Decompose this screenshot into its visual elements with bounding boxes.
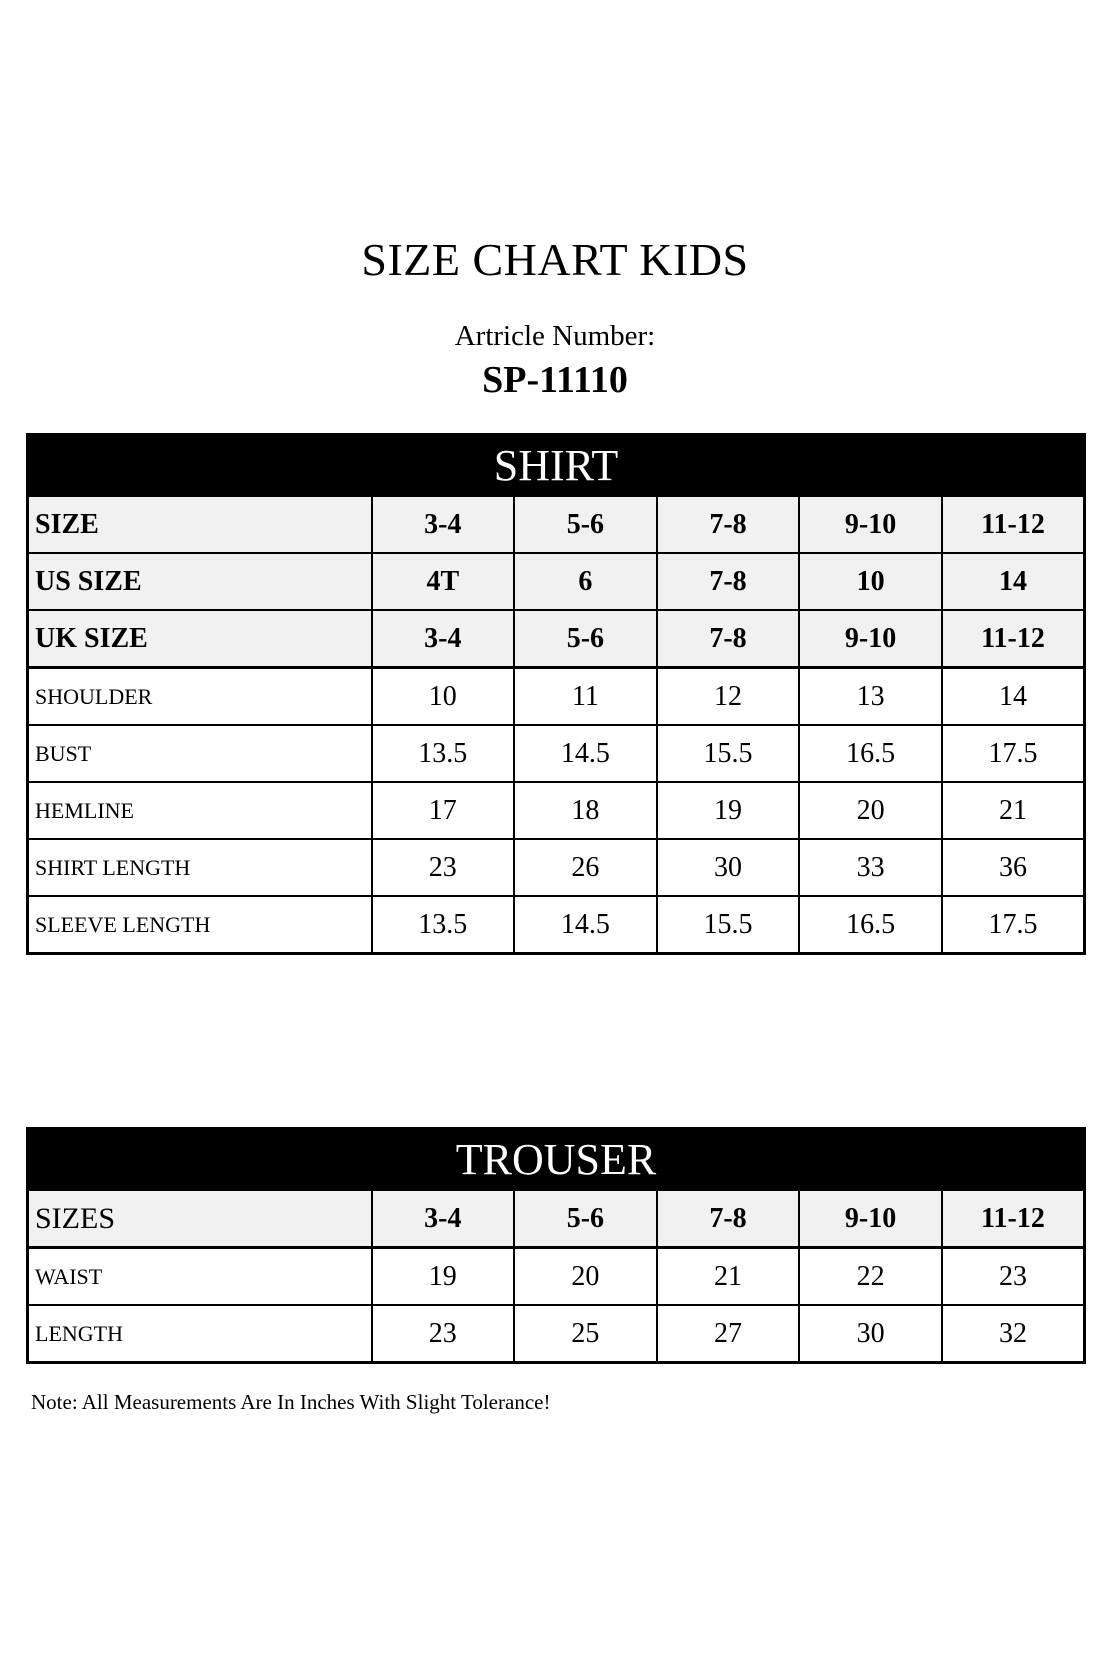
measurement-note: Note: All Measurements Are In Inches With Slight Tolerance! [31,1390,551,1414]
table-cell: 7-8 [657,553,800,610]
table-cell: 14 [942,668,1085,726]
shirt-length-row [28,839,1085,896]
table-cell: 25 [514,1305,657,1363]
page-title: SIZE CHART KIDS [361,234,749,285]
table-cell: 18 [514,782,657,839]
table-cell: 17 [372,782,515,839]
table-cell: 27 [657,1305,800,1363]
table-cell: 7-8 [657,610,800,668]
table-cell: 21 [657,1248,800,1306]
table-cell: 19 [657,782,800,839]
table-cell: 30 [799,1305,942,1363]
table-cell: 11-12 [942,610,1085,668]
row-label: UK SIZE [28,610,372,668]
table-cell: 32 [942,1305,1085,1363]
table-cell: 4T [372,553,515,610]
table-cell: 17.5 [942,725,1085,782]
shirt-section-header: SHIRT [28,435,1085,496]
trouser-size-table [26,1127,1086,1364]
table-cell: 16.5 [799,725,942,782]
table-cell: 11-12 [942,496,1085,554]
table-cell: 5-6 [514,1190,657,1248]
table-cell: 13 [799,668,942,726]
trouser-section-header: TROUSER [28,1129,1085,1190]
table-cell: 14 [942,553,1085,610]
table-cell: 23 [372,1305,515,1363]
table-cell: 3-4 [372,496,515,554]
table-cell: 16.5 [799,896,942,954]
table-cell: 23 [372,839,515,896]
shirt-us-size-row [28,553,1085,610]
table-cell: 30 [657,839,800,896]
table-cell: 7-8 [657,1190,800,1248]
table-cell: 23 [942,1248,1085,1306]
table-cell: 36 [942,839,1085,896]
table-cell: 9-10 [799,496,942,554]
table-cell: 7-8 [657,496,800,554]
trouser-length-row [28,1305,1085,1363]
table-cell: 13.5 [372,725,515,782]
trouser-table-body [28,1190,1085,1363]
row-label: SHIRT LENGTH [28,839,372,896]
shirt-sleeve-length-row [28,896,1085,954]
table-cell: 20 [799,782,942,839]
table-cell: 5-6 [514,496,657,554]
row-label: SIZES [28,1190,372,1248]
shirt-shoulder-row [28,668,1085,726]
table-cell: 17.5 [942,896,1085,954]
shirt-table-body [28,496,1085,954]
article-number-value: SP-11110 [482,359,628,401]
row-label: SHOULDER [28,668,372,726]
table-cell: 9-10 [799,1190,942,1248]
table-cell: 3-4 [372,1190,515,1248]
table-cell: 15.5 [657,896,800,954]
row-label: SLEEVE LENGTH [28,896,372,954]
table-cell: 13.5 [372,896,515,954]
table-cell: 21 [942,782,1085,839]
table-cell: 20 [514,1248,657,1306]
table-cell: 11-12 [942,1190,1085,1248]
shirt-size-table [26,433,1086,955]
table-cell: 19 [372,1248,515,1306]
table-cell: 22 [799,1248,942,1306]
table-cell: 3-4 [372,610,515,668]
table-cell: 14.5 [514,725,657,782]
table-cell: 15.5 [657,725,800,782]
table-cell: 10 [372,668,515,726]
table-cell: 11 [514,668,657,726]
table-cell: 5-6 [514,610,657,668]
trouser-waist-row [28,1248,1085,1306]
shirt-size-row [28,496,1085,554]
table-cell: 26 [514,839,657,896]
row-label: HEMLINE [28,782,372,839]
table-cell: 12 [657,668,800,726]
table-cell: 6 [514,553,657,610]
shirt-uk-size-row [28,610,1085,668]
row-label: LENGTH [28,1305,372,1363]
shirt-hemline-row [28,782,1085,839]
table-cell: 10 [799,553,942,610]
table-cell: 9-10 [799,610,942,668]
table-cell: 33 [799,839,942,896]
article-number-label: Artricle Number: [454,320,656,352]
row-label: SIZE [28,496,372,554]
trouser-sizes-row [28,1190,1085,1248]
row-label: US SIZE [28,553,372,610]
shirt-bust-row [28,725,1085,782]
table-cell: 14.5 [514,896,657,954]
row-label: BUST [28,725,372,782]
row-label: WAIST [28,1248,372,1306]
